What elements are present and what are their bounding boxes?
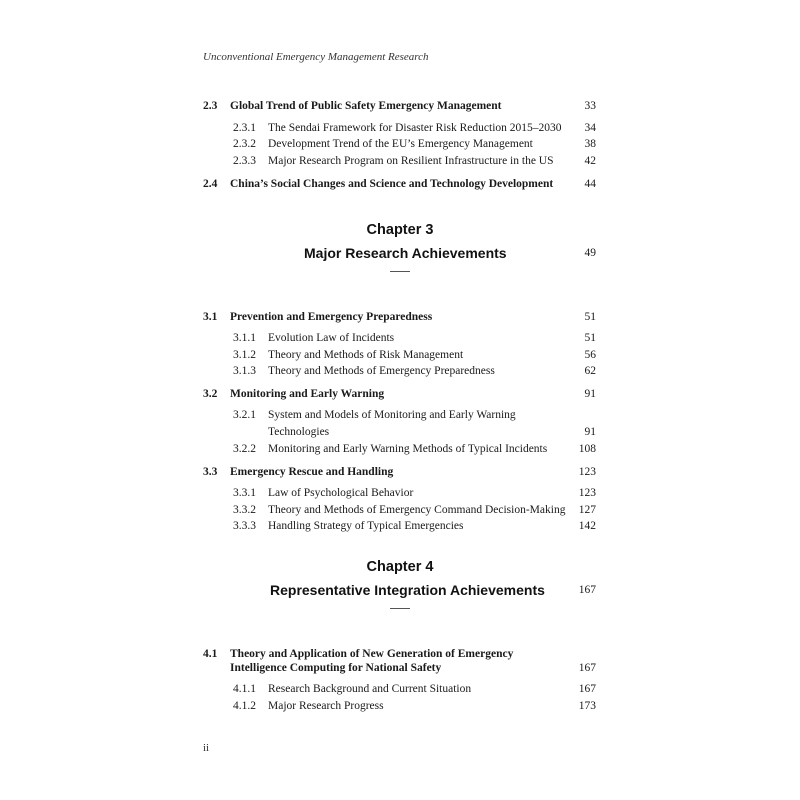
section-title: Monitoring and Early Warning xyxy=(230,388,385,400)
chapter-4-label: Chapter 4 xyxy=(366,559,434,575)
subsection-title: The Sendai Framework for Disaster Risk Reduction 2015–2030 xyxy=(268,122,562,134)
section-title: Global Trend of Public Safety Emergency Management xyxy=(230,100,502,112)
toc-subsection-3-3-1[interactable] xyxy=(0,484,800,502)
toc-section-4-1-cont[interactable] xyxy=(0,659,800,677)
page-number: 38 xyxy=(584,138,596,150)
subsection-number: 3.3.1 xyxy=(233,487,256,499)
subsection-number: 2.3.2 xyxy=(233,138,256,150)
toc-subsection-3-2-1[interactable] xyxy=(0,406,800,424)
page-number: 108 xyxy=(578,443,596,455)
toc-section-2-4[interactable] xyxy=(0,175,800,193)
page-number: 167 xyxy=(578,662,596,674)
subsection-title: Theory and Methods of Emergency Preparedness xyxy=(268,365,495,377)
subsection-number: 4.1.2 xyxy=(233,700,256,712)
toc-subsection-3-1-3[interactable] xyxy=(0,362,800,380)
page-number: 51 xyxy=(584,332,596,344)
page-number: 127 xyxy=(578,504,596,516)
section-number: 3.2 xyxy=(203,388,218,400)
subsection-number: 3.2.1 xyxy=(233,409,256,421)
chapter-4-rule xyxy=(390,608,410,609)
toc-subsection-3-1-1[interactable] xyxy=(0,329,800,347)
toc-subsection-4-1-2[interactable] xyxy=(0,697,800,715)
toc-section-3-3[interactable] xyxy=(0,463,800,481)
subsection-number: 2.3.3 xyxy=(233,155,256,167)
subsection-number: 3.1.3 xyxy=(233,365,256,377)
subsection-title: Handling Strategy of Typical Emergencies xyxy=(268,520,464,532)
page-folio: ii xyxy=(203,742,210,754)
page-number: 44 xyxy=(584,178,596,190)
subsection-title: Development Trend of the EU’s Emergency Management xyxy=(268,138,533,150)
subsection-title: Theory and Methods of Risk Management xyxy=(268,349,464,361)
section-title: China’s Social Changes and Science and Technology Development xyxy=(230,178,554,190)
chapter-3-title: Major Research Achievements xyxy=(304,245,507,261)
chapter-3-rule xyxy=(390,271,410,272)
section-number: 2.3 xyxy=(203,100,218,112)
page-number: 91 xyxy=(584,388,596,400)
page-number: 91 xyxy=(584,426,596,438)
section-title-line1: Theory and Application of New Generation of Emergency xyxy=(230,648,514,660)
subsection-title: Major Research Progress xyxy=(268,700,384,712)
toc-section-3-2[interactable] xyxy=(0,385,800,403)
running-header: Unconventional Emergency Management Research xyxy=(203,51,429,63)
section-number: 2.4 xyxy=(203,178,218,190)
toc-section-3-1[interactable] xyxy=(0,308,800,326)
subsection-number: 3.3.2 xyxy=(233,504,256,516)
toc-subsection-2-3-3[interactable] xyxy=(0,152,800,170)
section-number: 4.1 xyxy=(203,648,218,660)
subsection-title: Monitoring and Early Warning Methods of Typical Incidents xyxy=(268,443,548,455)
toc-chapter-3[interactable] xyxy=(0,244,800,262)
subsection-number: 2.3.1 xyxy=(233,122,256,134)
section-number: 3.3 xyxy=(203,466,218,478)
subsection-title: Theory and Methods of Emergency Command Decision-Making xyxy=(268,504,566,516)
toc-subsection-3-2-2[interactable] xyxy=(0,440,800,458)
page-number: 42 xyxy=(584,155,596,167)
page-number: 49 xyxy=(584,247,596,259)
subsection-title: Major Research Program on Resilient Infrastructure in the US xyxy=(268,155,554,167)
chapter-3-label: Chapter 3 xyxy=(366,222,434,238)
page-number: 167 xyxy=(578,584,596,596)
subsection-title-line1: System and Models of Monitoring and Early Warning xyxy=(268,409,516,421)
subsection-number: 3.1.2 xyxy=(233,349,256,361)
subsection-title: Law of Psychological Behavior xyxy=(268,487,414,499)
subsection-title: Research Background and Current Situation xyxy=(268,683,472,695)
page-number: 142 xyxy=(578,520,596,532)
subsection-number: 3.2.2 xyxy=(233,443,256,455)
page-number: 167 xyxy=(578,683,596,695)
page-number: 123 xyxy=(578,466,596,478)
subsection-number: 4.1.1 xyxy=(233,683,256,695)
page-number: 123 xyxy=(578,487,596,499)
toc-chapter-4[interactable] xyxy=(0,581,800,599)
section-number: 3.1 xyxy=(203,311,218,323)
subsection-number: 3.1.1 xyxy=(233,332,256,344)
chapter-4-title: Representative Integration Achievements xyxy=(270,582,545,598)
subsection-title-line2: Technologies xyxy=(268,426,330,438)
toc-subsection-3-2-1-cont[interactable] xyxy=(0,423,800,441)
section-title-line2: Intelligence Computing for National Safety xyxy=(230,662,442,674)
subsection-number: 3.3.3 xyxy=(233,520,256,532)
page-number: 62 xyxy=(584,365,596,377)
toc-subsection-2-3-2[interactable] xyxy=(0,135,800,153)
toc-subsection-3-3-3[interactable] xyxy=(0,517,800,535)
section-title: Prevention and Emergency Preparedness xyxy=(230,311,433,323)
subsection-title: Evolution Law of Incidents xyxy=(268,332,395,344)
toc-section-2-3[interactable] xyxy=(0,97,800,115)
page-number: 33 xyxy=(584,100,596,112)
section-title: Emergency Rescue and Handling xyxy=(230,466,394,478)
page-number: 173 xyxy=(578,700,596,712)
toc-subsection-4-1-1[interactable] xyxy=(0,680,800,698)
page-number: 34 xyxy=(584,122,596,134)
page-number: 56 xyxy=(584,349,596,361)
page-number: 51 xyxy=(584,311,596,323)
